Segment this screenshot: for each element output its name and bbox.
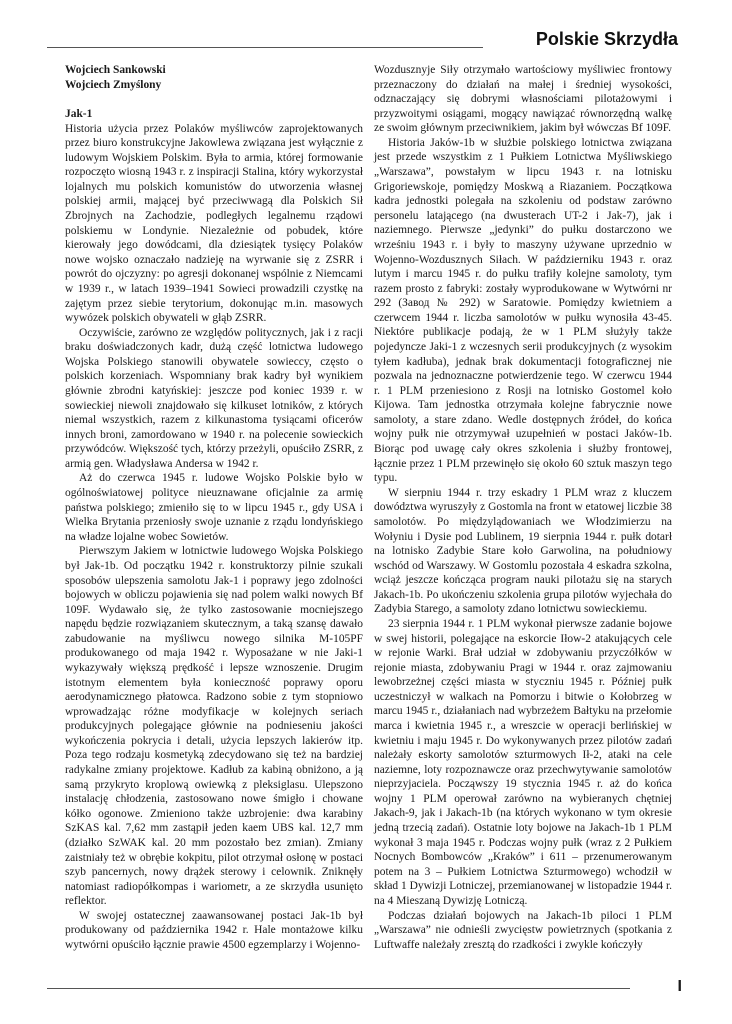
page-number: I — [677, 978, 682, 995]
footer-rule — [47, 988, 630, 989]
paragraph: Oczywiście, zarówno ze względów politycznych, jak i z racji braku doświadczonych kadr, dużą część lotnictwa ludowego Wojska Polskiego stanowili obywatele sowieccy, często o polskich korzeniach. Wspomniany brak kadry był wynikiem głównie zbrodni katyńskiej: jeszcze pod koniec 1939 r. w sowieckiej niewoli znajdowało się kilkuset lotników, z których niemal wszystkich, razem z kilkunastoma tysiącami oficerów innych broni, zamordowano w 1940 r. na polecenie sowieckich przywódców. Większość tych, którzy przeżyli, opuściło ZSRR, z armią gen. Władysława Andersa w 1942 r. — [65, 326, 363, 470]
series-title: Polskie Skrzydła — [535, 29, 678, 49]
author-name: Wojciech Zmyślony — [65, 79, 162, 91]
paragraph: Pierwszym Jakiem w lotnictwie ludowego Wojska Polskiego był Jak-1b. Od początku 1942 r. konstruktorzy pilnie szukali sposobów ulepszenia samolotu Jak-1 i poprawy jego zdolności bojowych w obliczu pojawienia się nad polem walki nowych Bf 109F. Wydawało się, że tylko zastosowanie mocniejszego napędu będzie rozwiązaniem skutecznym, a taką szansę dawało zabudowanie na myśliwcu nowego silnika M-105PF produkowanego od maja 1942 r. Wyposażane w nie Jaki-1 wykazywały większą prędkość i lepsze wznoszenie. Drugim istotnym elementem była konieczność poprawy oporu aerodynamicznego płatowca. Radzono sobie z tym stopniowo wprowadzając różne modyfikacje w kolejnych seriach produkcyjnych polegające głównie na podnieseniu jakości wykończenia pokrycia i detali, użycia lepszych lakierów itp. Poza tego rodzaju kosmetyką zdecydowano się też na bardziej radykalne zmiany projektowe. Kadłub za kabiną obniżono, a ją samą przykryto kroplową owiewką z pleksiglasu. Ulepszono instalację chłodzenia, zastosowano nowe śmigło i chowane kółko ogonowe. Zmieniono także uzbrojenie: dwa karabiny SzKAS kal. 7,62 mm zastąpił jeden kaem UBS kal. 12,7 mm (działko SzWAK kal. 20 mm pozostało bez zmian). Zmiany zaistniały też w obrębie kokpitu, pilot otrzymał osłonę w postaci szyb pancernych, nowy drążek sterowy i celownik. Zniknęły natomiast radiopółkompas i wariometr, a ze skrzydła usunięto reflektor. — [65, 545, 363, 908]
paragraph: W swojej ostatecznej zaawansowanej postaci Jak-1b był produkowany od października 1942 r. Hale montażowe kilku wytwórni opuściło łącznie prawie 4500 egzemplarzy i Wojenno- — [65, 909, 363, 951]
paragraph: 23 sierpnia 1944 r. 1 PLM wykonał pierwsze zadanie bojowe w swej historii, polegające na eskorcie Iłow-2 atakujących cele w rejonie Warki. Brał udział w zdobywaniu przyczółków w rejonie miasta, zdobywaniu Pragi w 1944 r. oraz zajmowaniu lewobrzeżnej części miasta w styczniu 1945 r. Później pułk uczestniczył w walkach na Pomorzu i bitwie o Kołobrzeg w marcu 1945 r., działaniach nad wybrzeżem Bałtyku na przełomie marca i kwietnia 1945 r., a wreszcie w operacji berlińskiej w kwietniu i maju 1945 r. Do wykonywanych przez pilotów zadań należały eskorty samolotów szturmowych Ił-2, ataki na cele naziemne, loty rozpoznawcze oraz przechwytywanie samolotów nieprzyjaciela. Począwszy 19 stycznia 1945 r. aż do końca wojny 1 PLM operował zarówno na wybieranych chętniej Jakach-9, jak i Jakach-1b (na których wykonano w tym okresie jedną trzecią zadań). Ostatnie loty bojowe na Jakach-1b 1 PLM wykonał 3 maja 1945 r. Podczas wojny pułk (wraz z 2 Pułkiem Nocnych Bombowców „Kraków” i 611 – przenumerowanym potem na 3 – Pułkiem Lotnictwa Szturmowego) wchodził w skład 1 Dywizji Lotniczej, przemianowanej w listopadzie 1944 r. na 4 Mieszaną Dywizję Lotniczą. — [374, 617, 672, 907]
right-column — [374, 63, 672, 952]
paragraph: Historia Jaków-1b w służbie polskiego lotnictwa związana jest przede wszystkim z 1 Pułkiem Lotnictwa Myśliwskiego „Warszawa”, powstałym w lipcu 1943 r. na lotnisku Grigoriewskoje, pomiędzy Moskwą a Riazaniem. Początkowa kadra jednostki polegała na szkoleniu od podstaw zarówno personelu latającego (na dwusterach UT-2 i Jak-7), jak i naziemnego. Pierwsze „jedynki” do pułku dostarczono we wrześniu 1943 r. i były to maszyny używane uprzednio w Wojenno-Wozdusznych Siłach. W październiku 1943 r. oraz lutym i marcu 1945 r. do pułku trafiły kolejne samoloty, tym razem prosto z fabryki: zostały wyprodukowane w Wytwórni nr 292 (Завод № 292) w Saratowie. Pomiędzy kwietniem a czerwcem 1944 r. liczba samolotów w pułku wynosiła 43-45. Niektóre publikacje podają, że w 1 PLM służyły także pojedyncze Jaki-1 z wczesnych serii produkcyjnych (z wysokim tyłem kadłuba), jednak brak dokumentacji fotograficznej nie pozwala na jednoznaczne potwierdzenie tego. W czerwcu 1944 r. 1 PLM przeniesiono z Rosji na lotnisko Gostomel koło Kijowa. Tam jednostka otrzymała kolejne fabrycznie nowe samoloty, a stare zdano. Wedle dostępnych źródeł, do końca wojny pułk nie otrzymywał uzupełnień w postaci Jaków-1b. Biorąc pod uwagę cały okres szkolenia i służby frontowej, łącznie przez 1 PLM przewinęło się około 60 sztuk maszyn tego typu. — [374, 136, 672, 485]
left-column — [65, 63, 363, 953]
paragraph-continuation: Wozdusznyje Siły otrzymało wartościowy myśliwiec frontowy przeznaczony do działań na małej i średniej wysokości, odznaczający się dobrymi własnościami pilotażowymi i przyzwoitymi osiągami, mogący nawiązać równorzędną walkę ze swoim głównym przeciwnikiem, jakim był wówczas Bf 109F. — [374, 64, 672, 135]
author-name: Wojciech Sankowski — [65, 64, 166, 76]
author-list — [65, 63, 363, 93]
paragraph: Aż do czerwca 1945 r. ludowe Wojsko Polskie było w ogólnoświatowej polityce nieuznawane oficjalnie za armię państwa polskiego; zmieniło się to w lipcu 1945 r., gdy USA i Wielka Brytania przeniosły swoje uznanie z rządu londyńskiego na władze lojalne wobec Sowietów. — [65, 472, 363, 543]
paragraph: Historia użycia przez Polaków myśliwców zaprojektowanych przez biuro konstrukcyjne Jakowlewa związana jest wyłącznie z ludowym Wojskiem Polskim. Była to armia, której formowanie rozpoczęto wiosną 1943 r. z inspiracji Stalina, który wykorzystał lojalnych mu polskich komunistów do utworzenia własnej polskiej armii, mającej być przeciwwagą dla Polskich Sił Zbrojnych na Zachodzie, podległych legalnemu rządowi polskiemu w Londynie. Niezależnie od pobudek, które kierowały jego dowódcami, dla dziesiątek tysięcy Polaków nowe wojsko oznaczało nadzieję na wyrwanie się z ZSRR i powrót do ojczyzny: po agresji dokonanej wspólnie z Niemcami w 1939 r., w latach 1939–1941 Sowieci prowadzili czystkę na zajętym przez siebie terytorium, dokonując m.in. masowych wywózek polskich obywateli w głąb ZSRR. — [65, 122, 363, 325]
section-heading: Jak-1 — [65, 108, 93, 120]
paragraph: Podczas działań bojowych na Jakach-1b piloci 1 PLM „Warszawa” nie odnieśli zwycięstw powietrznych (spotkania z Luftwaffe należały zresztą do rzadkości i zwykle kończyły — [374, 909, 672, 951]
header-rule — [47, 47, 483, 48]
paragraph: W sierpniu 1944 r. trzy eskadry 1 PLM wraz z kluczem dowództwa wyruszyły z Gostomla na front w etatowej liczbie 38 samolotów. Po międzylądowaniach we Włodzimierzu na Wołyniu i Dysie pod Lublinem, 19 sierpnia 1944 r. pułk dotarł na lotnisko Zadybie Stare koło Garwolina, na południowy wschód od Warszawy. W Gostomlu pozostała 4 eskadra szkolna, wciąż jeszcze kończąca program nauki pilotażu się na starych Jakach-1b. Po ukończeniu szkolenia grupa pilotów wyjechała do Zadybia Starego, a samoloty zdano lotnictwu sowieckiemu. — [374, 486, 672, 616]
